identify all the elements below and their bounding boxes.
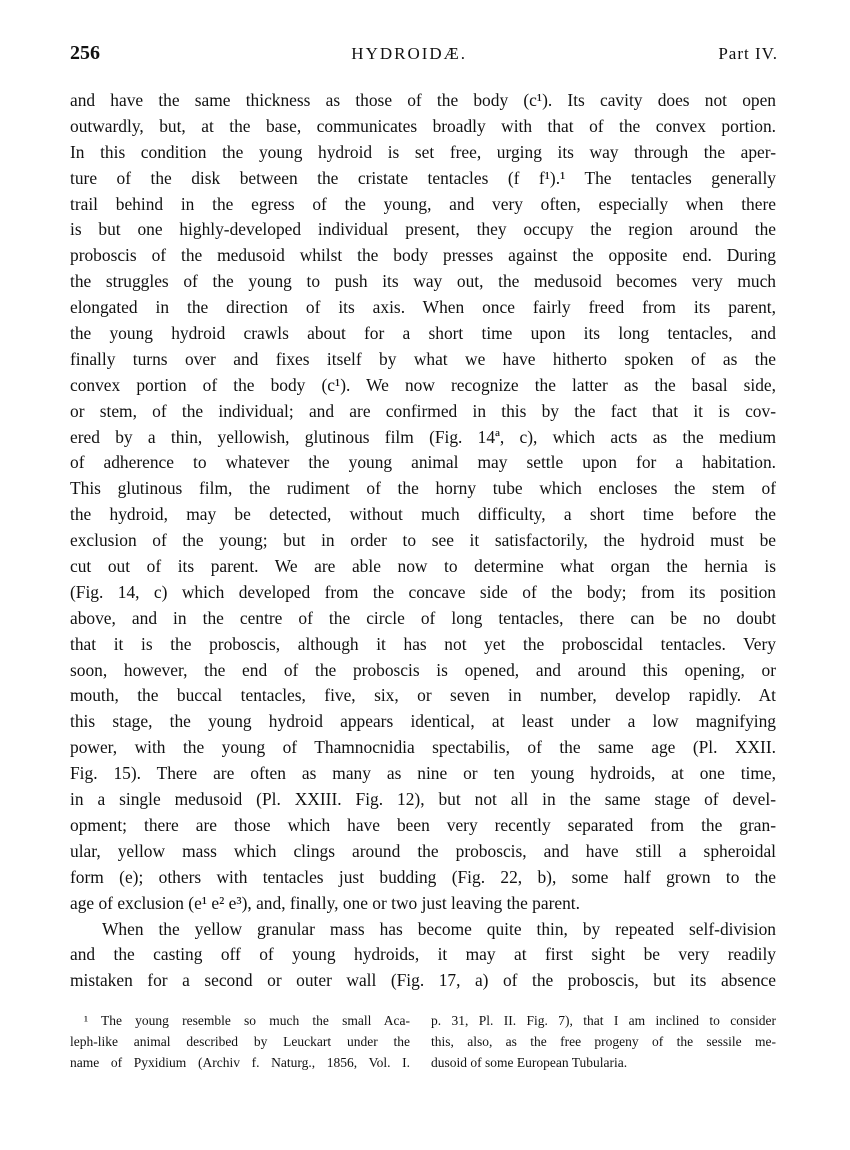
footnotes [70, 1010, 776, 1073]
text-line: finally turns over and fixes itself by what we have hitherto spoken of as the [70, 348, 776, 369]
running-title: HYDROIDÆ. [351, 44, 468, 63]
footnote-line: ¹ The young resemble so much the small Aca- [84, 1013, 410, 1028]
text-line: ular, yellow mass which clings around the proboscis, and have still a spheroidal [70, 840, 776, 861]
part-label: Part IV. [718, 44, 778, 63]
text-line: ture of the disk between the cristate tentacles (f f¹).¹ The tentacles generally [70, 167, 776, 188]
footnote-column-left [70, 1010, 410, 1073]
text-line: the struggles of the young to push its way out, the medusoid becomes very much [70, 271, 776, 292]
footnote-line: this, also, as the free progeny of the sessile me- [431, 1034, 776, 1049]
footnote-line: dusoid of some European Tubularia. [431, 1055, 628, 1070]
footnote-line: name of Pyxidium (Archiv f. Naturg., 1856, Vol. I. [70, 1055, 410, 1070]
text-line: outwardly, but, at the base, communicates broadly with that of the convex portion. [70, 115, 776, 136]
body-text [70, 88, 776, 994]
text-line: This glutinous film, the rudiment of the horny tube which encloses the stem of [70, 478, 776, 499]
page-header [70, 42, 778, 72]
text-line: this stage, the young hydroid appears identical, at least under a low magnifying [70, 711, 776, 732]
text-line: mistaken for a second or outer wall (Fig. 17, a) of the proboscis, but its absence [70, 970, 776, 991]
footnote-line: leph-like animal described by Leuckart under the [70, 1034, 410, 1049]
text-line: ered by a thin, yellowish, glutinous film (Fig. 14ª, c), which acts as the medium [70, 426, 776, 447]
text-line: soon, however, the end of the proboscis is opened, and around this opening, or [70, 659, 776, 680]
text-line: mouth, the buccal tentacles, five, six, or seven in number, develop rapidly. At [70, 685, 776, 706]
page-number: 256 [70, 42, 100, 64]
text-line: in a single medusoid (Pl. XXIII. Fig. 12), but not all in the same stage of devel- [70, 789, 776, 810]
text-line: above, and in the centre of the circle of long tentacles, there can be no doubt [70, 607, 776, 628]
text-line: (Fig. 14, c) which developed from the concave side of the body; from its position [70, 581, 776, 602]
text-line: opment; there are those which have been very recently separated from the gran- [70, 814, 776, 835]
text-line: When the yellow granular mass has become quite thin, by repeated self-division [102, 918, 776, 939]
footnote-column-right [431, 1010, 776, 1073]
text-line: convex portion of the body (c¹). We now recognize the latter as the basal side, [70, 374, 776, 395]
text-line: exclusion of the young; but in order to see it satisfactorily, the hydroid must be [70, 530, 776, 551]
text-line: of adherence to whatever the young animal may settle upon for a habitation. [70, 452, 776, 473]
text-line: the young hydroid crawls about for a short time upon its long tentacles, and [70, 323, 776, 344]
text-line: and the casting off of young hydroids, it may at first sight be very readily [70, 944, 776, 965]
text-line: that it is the proboscis, although it has not yet the proboscidal tentacles. Very [70, 633, 776, 654]
text-line: elongated in the direction of its axis. When once fairly freed from its parent, [70, 297, 776, 318]
text-line: proboscis of the medusoid whilst the body presses against the opposite end. During [70, 245, 776, 266]
text-line: power, with the young of Thamnocnidia spectabilis, of the same age (Pl. XXII. [70, 737, 776, 758]
text-line: cut out of its parent. We are able now to determine what organ the hernia is [70, 556, 776, 577]
footnote-line: p. 31, Pl. II. Fig. 7), that I am inclined to consider [431, 1013, 776, 1028]
text-line: is but one highly-developed individual present, they occupy the region around the [70, 219, 776, 240]
text-line: In this condition the young hydroid is set free, urging its way through the aper- [70, 141, 776, 162]
text-line: form (e); others with tentacles just budding (Fig. 22, b), some half grown to the [70, 866, 776, 887]
text-line: age of exclusion (e¹ e² e³), and, finally, one or two just leaving the parent. [70, 892, 580, 913]
text-line: trail behind in the egress of the young, and very often, especially when there [70, 193, 776, 214]
text-line: the hydroid, may be detected, without much difficulty, a short time before the [70, 504, 776, 525]
text-line: and have the same thickness as those of the body (c¹). Its cavity does not open [70, 90, 776, 110]
text-line: or stem, of the individual; and are confirmed in this by the fact that it is cov- [70, 400, 776, 421]
text-line: Fig. 15). There are often as many as nine or ten young hydroids, at one time, [70, 763, 776, 784]
